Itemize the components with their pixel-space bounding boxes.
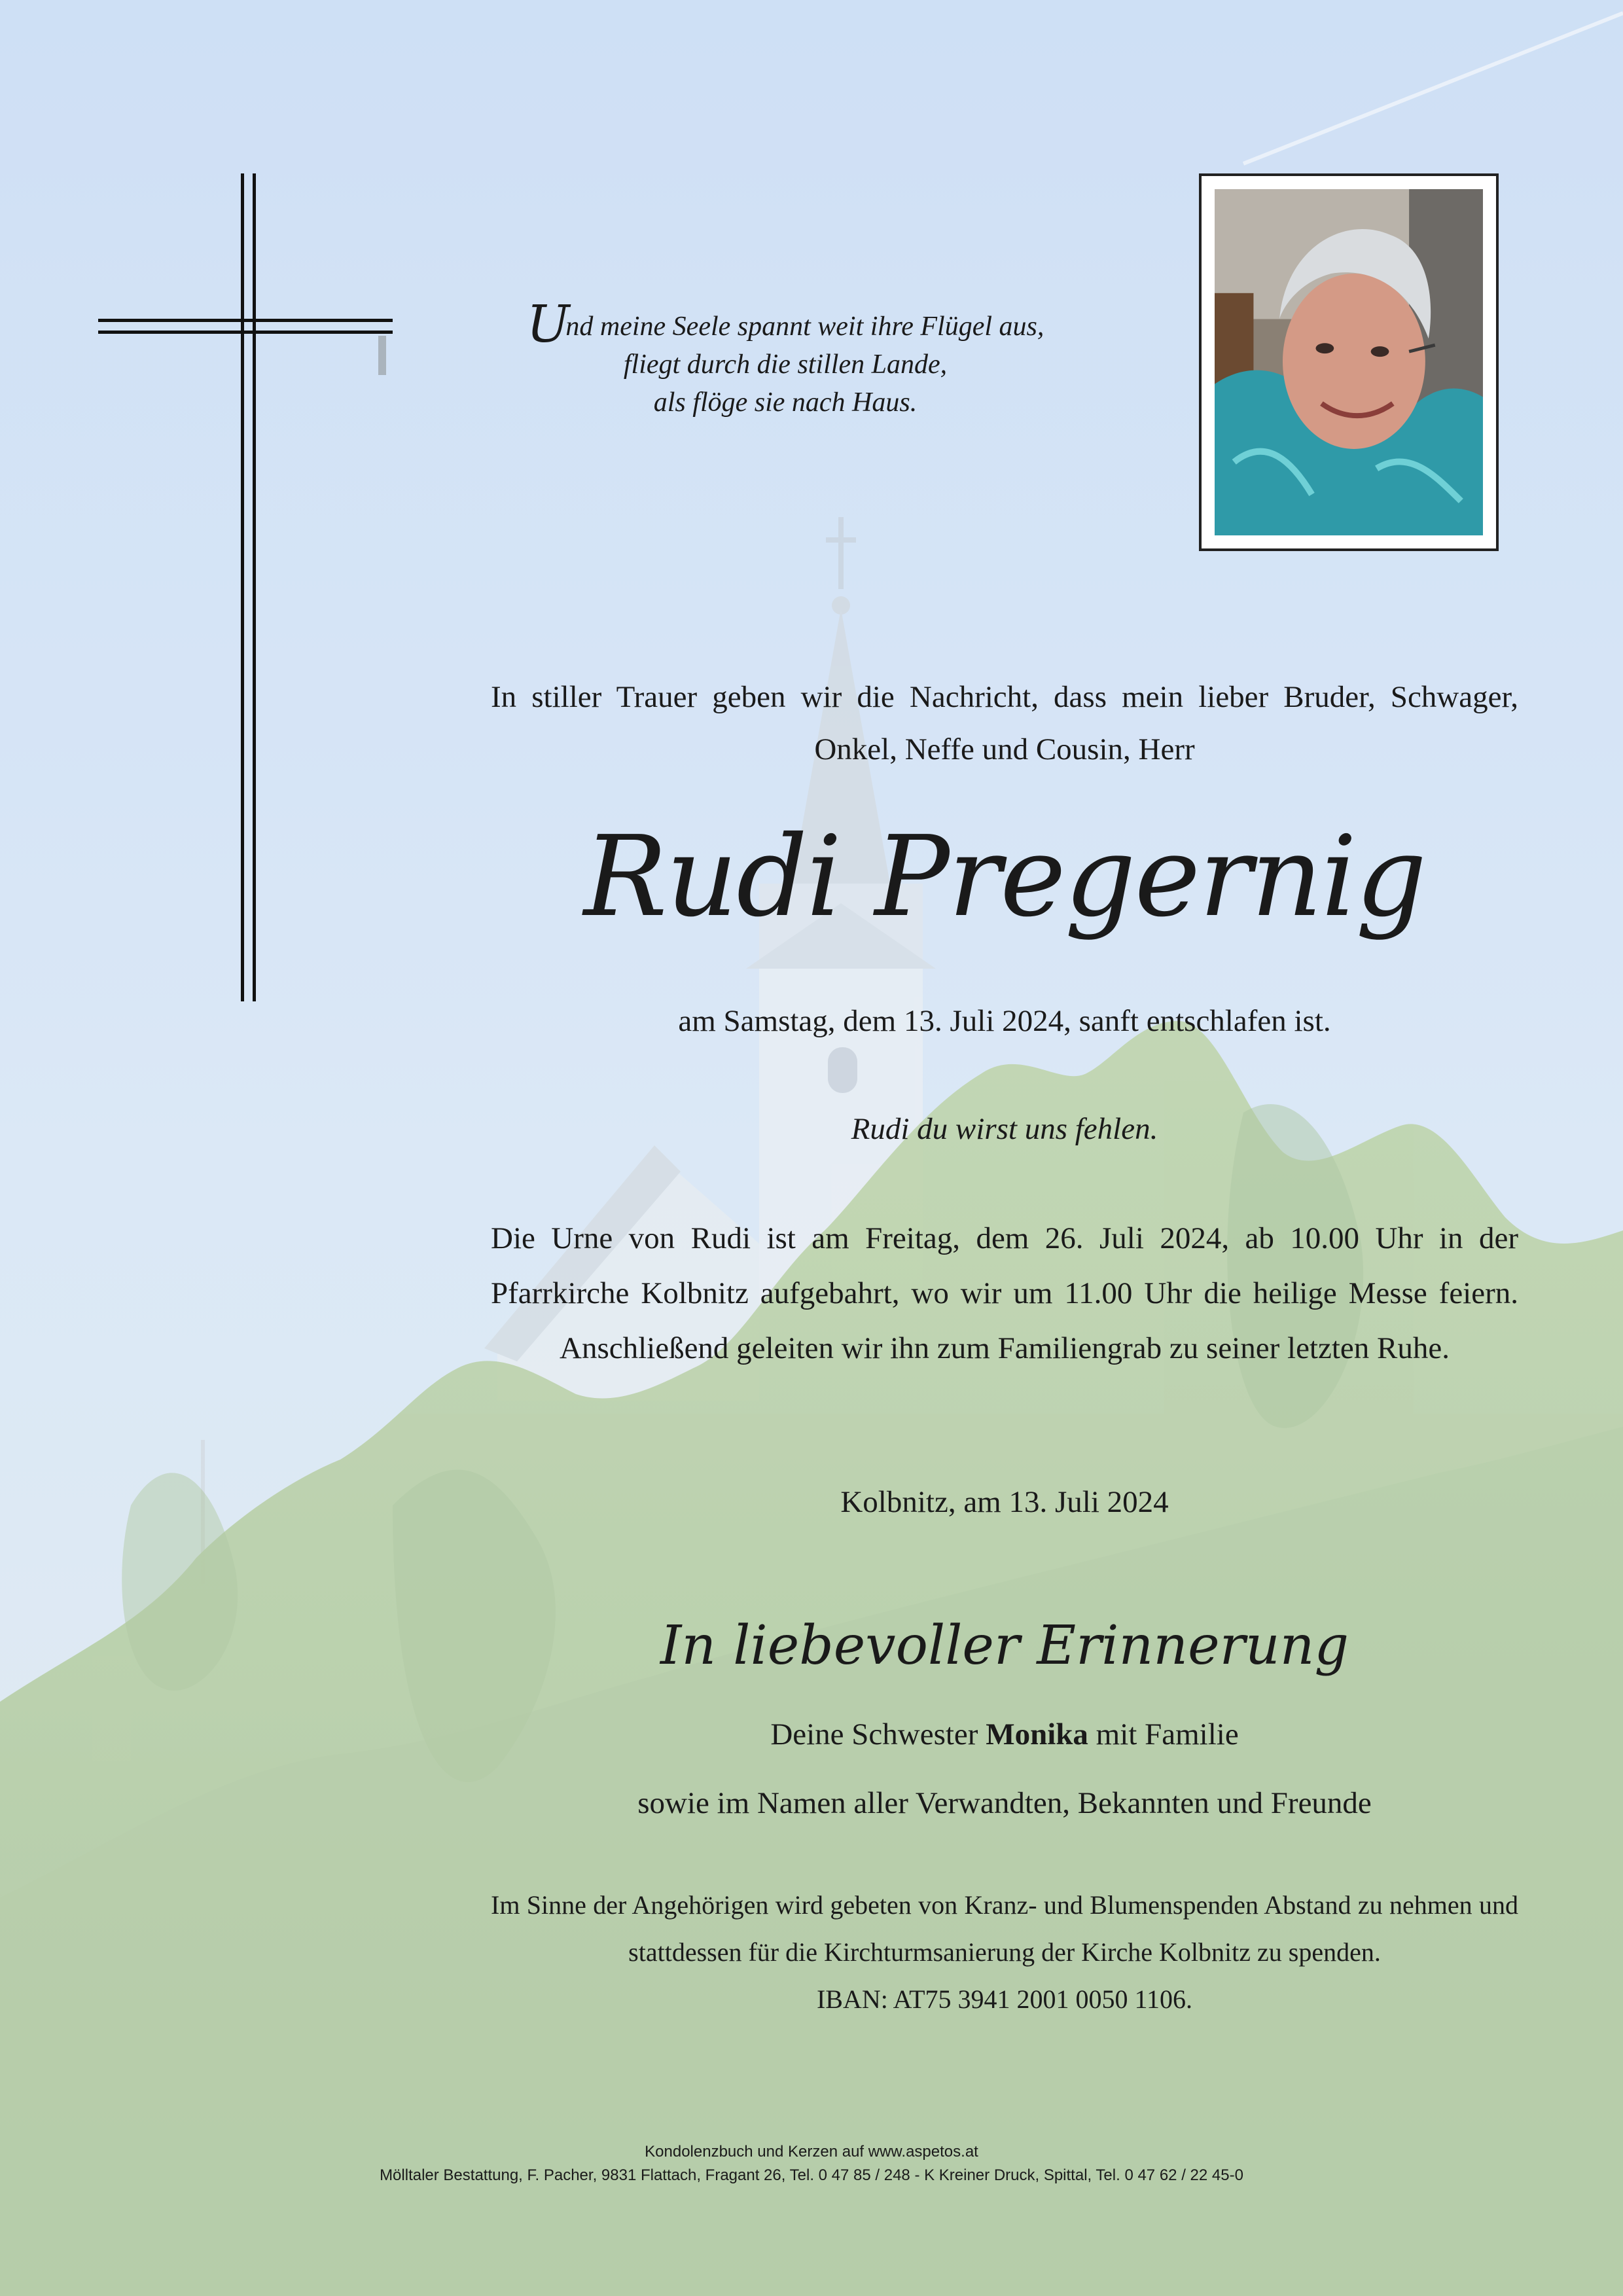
passing-date-text: am Samstag, dem 13. Juli 2024, sanft entschlafen ist. [678, 1004, 1331, 1038]
family-prefix: Deine Schwester [770, 1717, 978, 1751]
donation-iban: IBAN: AT75 3941 2001 0050 1106. [816, 1984, 1193, 2014]
footer-condolence-line: Kondolenzbuch und Kerzen auf www.aspetos.at [645, 2143, 978, 2161]
place-and-date: Kolbnitz, am 13. Juli 2024 [840, 1485, 1169, 1519]
relatives-line: sowie im Namen aller Verwandten, Bekannten und Freunde [637, 1786, 1372, 1820]
farewell-line: Rudi du wirst uns fehlen. [851, 1112, 1158, 1146]
donation-text: Im Sinne der Angehörigen wird gebeten von Kranz- und Blumenspenden Abstand zu nehmen und stattdessen für die Kirchturmsanierung der Kirche Kolbnitz zu spenden. [491, 1890, 1518, 1967]
memory-heading: In liebevoller Erinnerung [660, 1615, 1349, 1677]
announcement-intro: In stiller Trauer geben wir die Nachricht, dass mein lieber Bruder, Schwager, Onkel, Neffe und Cousin, Herr [491, 680, 1518, 766]
family-line [491, 1708, 1518, 1761]
portrait-photo [1199, 173, 1499, 551]
deceased-name: Rudi Pregernig [583, 812, 1426, 942]
family-suffix: mit Familie [1096, 1717, 1239, 1751]
verse-initial: U [526, 295, 570, 354]
portrait-image [1215, 189, 1483, 535]
cross-icon [98, 173, 399, 1001]
verse-line-2: fliegt durch die stillen Lande, [623, 350, 948, 380]
verse-quote [497, 295, 1073, 422]
donation-block [491, 1882, 1518, 2023]
footer-undertaker-line: Mölltaler Bestattung, F. Pacher, 9831 Flattach, Fragant 26, Tel. 0 47 85 / 248 - K Kreiner Druck, Spittal, Tel. 0 47 62 / 22 45-0 [380, 2166, 1243, 2184]
verse-line-3: als flöge sie nach Haus. [653, 387, 918, 418]
funeral-details: Die Urne von Rudi ist am Freitag, dem 26. Juli 2024, ab 10.00 Uhr in der Pfarrkirche Kolbnitz aufgebahrt, wo wir um 11.00 Uhr die heilige Messe feiern. Anschließend geleiten wir ihn zum Familiengrab zu seiner letzten Ruhe. [491, 1221, 1518, 1365]
footer [0, 2140, 1623, 2187]
family-name: Monika [986, 1717, 1088, 1751]
verse-line-1: nd meine Seele spannt weit ihre Flügel aus, [565, 312, 1044, 342]
